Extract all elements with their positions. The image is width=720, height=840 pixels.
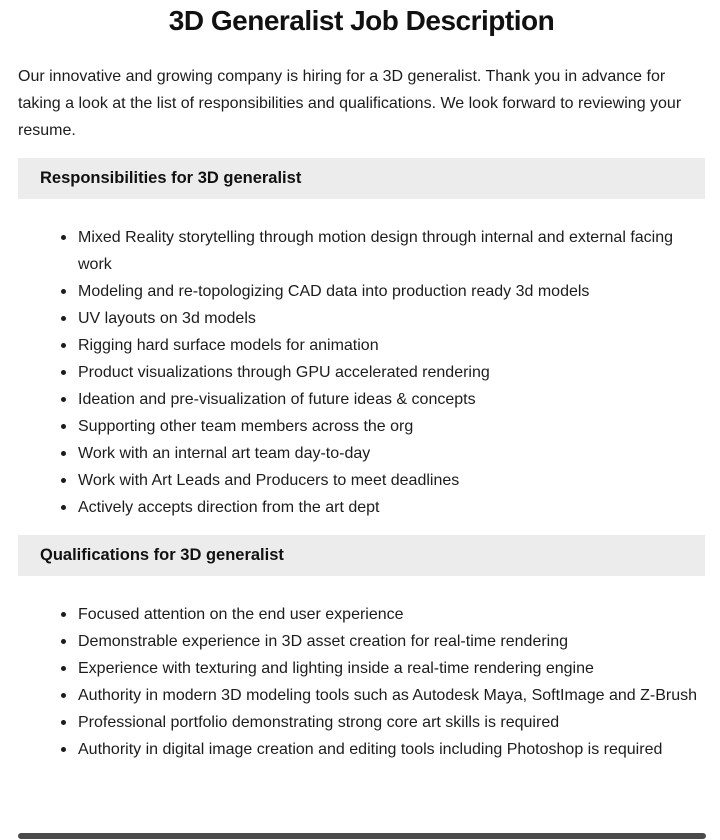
- list-item: UV layouts on 3d models: [78, 305, 705, 332]
- list-item: Work with an internal art team day-to-day: [78, 440, 705, 467]
- horizontal-scrollbar-thumb[interactable]: [18, 833, 706, 839]
- list-item: Actively accepts direction from the art dept: [78, 494, 705, 521]
- section-responsibilities: [18, 158, 705, 521]
- qualifications-section-heading: Qualifications for 3D generalist: [18, 535, 705, 576]
- list-item: Demonstrable experience in 3D asset creation for real-time rendering: [78, 628, 705, 655]
- list-item: Authority in modern 3D modeling tools such as Autodesk Maya, SoftImage and Z-Brush: [78, 682, 705, 709]
- list-item: Focused attention on the end user experience: [78, 601, 705, 628]
- list-item: Supporting other team members across the org: [78, 413, 705, 440]
- responsibilities-list: [18, 224, 705, 521]
- list-item: Rigging hard surface models for animation: [78, 332, 705, 359]
- list-item: Ideation and pre-visualization of future ideas & concepts: [78, 386, 705, 413]
- list-item: Mixed Reality storytelling through motion design through internal and external facing work: [78, 224, 705, 278]
- section-qualifications: [18, 535, 705, 763]
- list-item: Authority in digital image creation and editing tools including Photoshop is required: [78, 736, 705, 763]
- page-title: 3D Generalist Job Description: [168, 5, 555, 36]
- list-item: Modeling and re-topologizing CAD data into production ready 3d models: [78, 278, 705, 305]
- list-item: Professional portfolio demonstrating strong core art skills is required: [78, 709, 705, 736]
- list-item: Product visualizations through GPU accelerated rendering: [78, 359, 705, 386]
- qualifications-list: [18, 601, 705, 763]
- intro-paragraph: Our innovative and growing company is hiring for a 3D generalist. Thank you in advance for taking a look at the list of responsibilities and qualifications. We look forward to reviewing your resume.: [18, 68, 682, 139]
- list-item: Experience with texturing and lighting inside a real-time rendering engine: [78, 655, 705, 682]
- responsibilities-section-heading: Responsibilities for 3D generalist: [18, 158, 705, 199]
- list-item: Work with Art Leads and Producers to meet deadlines: [78, 467, 705, 494]
